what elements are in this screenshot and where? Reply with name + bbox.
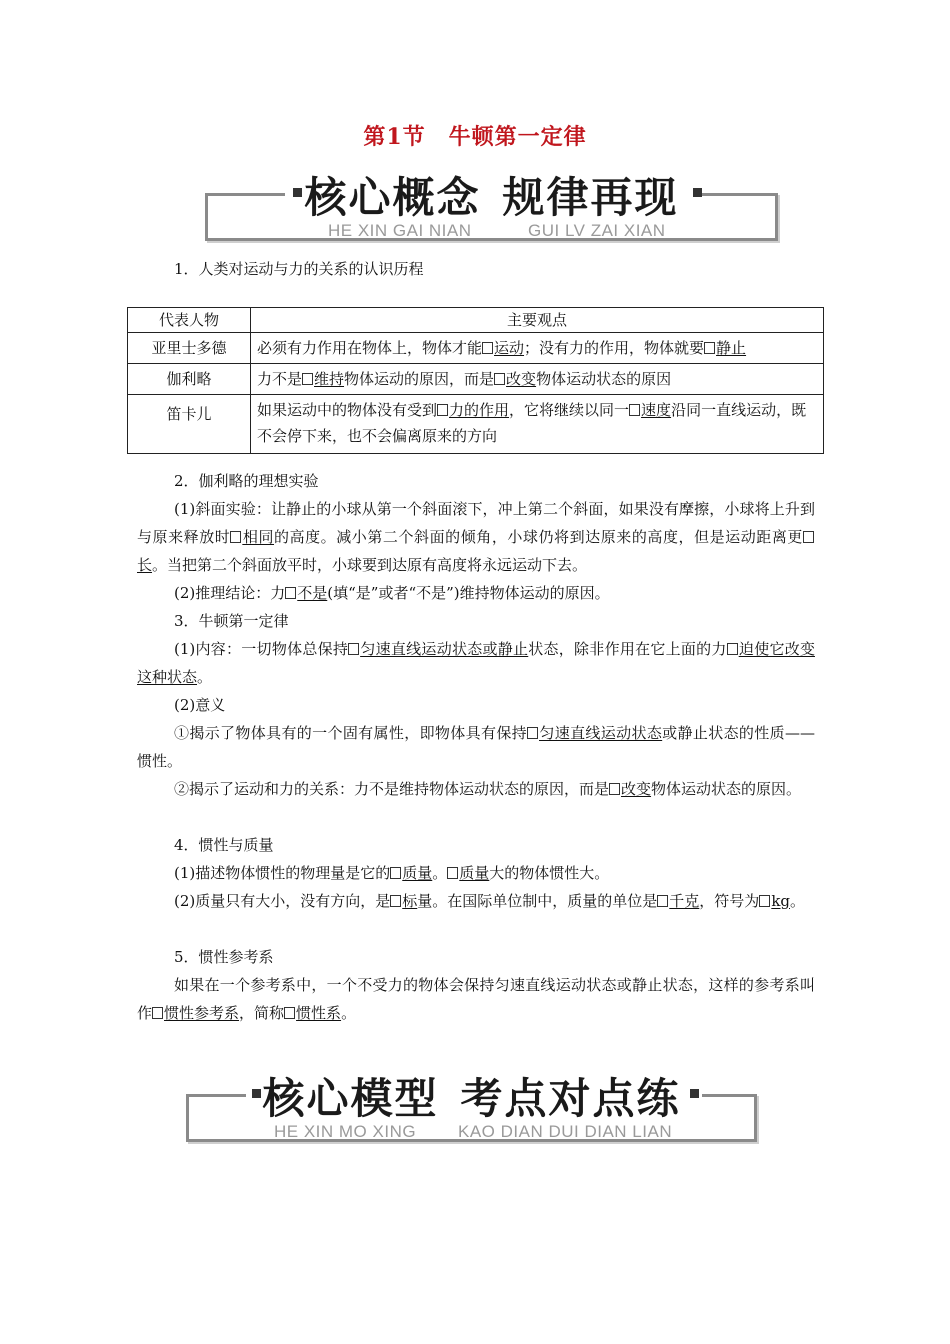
banner-pinyin-a: HE XIN GAI NIAN [328, 221, 472, 240]
section-2-paragraph-1 [137, 495, 815, 579]
banner-pinyin-a: HE XIN MO XING [274, 1122, 417, 1141]
page-title: 第1节 牛顿第一定律 [363, 124, 587, 150]
table-cell-view [251, 333, 824, 364]
text: 物体运动的原因，而是 [344, 370, 495, 388]
table-cell-view [251, 364, 824, 395]
table-row [128, 333, 824, 364]
text: 大的物体惯性大。 [489, 864, 610, 882]
blank-box [494, 373, 505, 385]
answer: 静止 [716, 339, 747, 357]
blank-box [759, 895, 770, 907]
answer: 力的作用 [449, 401, 510, 419]
blank-box [657, 895, 668, 907]
text: 物体运动状态的原因。 [651, 780, 802, 798]
section-3-paragraph-3 [137, 719, 815, 775]
table-cell-person: 笛卡儿 [128, 395, 251, 454]
blank-box [482, 342, 493, 354]
banner-core-models [186, 1066, 757, 1142]
table-row [128, 364, 824, 395]
blank-box [727, 643, 738, 655]
table-cell-person: 伽利略 [128, 364, 251, 395]
answer: 惯性参考系 [164, 1004, 240, 1022]
answer: 标 [402, 892, 418, 910]
answer: 迫使它改变这种状态 [137, 640, 815, 686]
blank-box [348, 643, 359, 655]
section-3-paragraph-1 [137, 635, 815, 691]
text: (2)质量只有大小，没有方向，是 [174, 892, 391, 910]
section-4-paragraph-2 [137, 887, 815, 915]
section-3-heading: 3．牛顿第一定律 [174, 612, 289, 630]
blank-box [629, 404, 640, 416]
blank-box [285, 587, 296, 599]
answer: kg [771, 892, 791, 910]
history-table [127, 307, 824, 454]
text: (1)描述物体惯性的物理量是它的 [174, 864, 391, 882]
section-3-paragraph-4 [137, 775, 815, 803]
answer: 改变 [506, 370, 537, 388]
blank-box [390, 895, 401, 907]
table-cell-person: 亚里士多德 [128, 333, 251, 364]
answer: 千克 [669, 892, 700, 910]
answer: 匀速直线运动状态 [539, 724, 663, 742]
text: ，它将继续以同一 [509, 401, 630, 419]
text: ①揭示了物体具有的一个固有属性，即物体具有保持 [174, 724, 528, 742]
section-4-heading: 4．惯性与质量 [174, 836, 274, 854]
answer: 维持 [314, 370, 345, 388]
blank-box [609, 783, 620, 795]
text: 沿同一直线运动，既不会停下来，也不会偏离原来的方向 [257, 401, 807, 445]
text: 物体运动状态的原因 [536, 370, 672, 388]
blank-box [302, 373, 313, 385]
banner-heading [205, 165, 778, 225]
table-header-view: 主要观点 [251, 308, 824, 333]
text: (1)内容：一切物体总保持 [174, 640, 349, 658]
section-4-paragraph-1 [137, 859, 815, 887]
text: 。 [341, 1004, 357, 1022]
text: 。 [432, 864, 448, 882]
answer: 质量 [459, 864, 490, 882]
text: 量。在国际单位制中，质量的单位是 [417, 892, 658, 910]
table-header-row [128, 308, 824, 333]
section-1-heading: 1．人类对运动与力的关系的认识历程 [174, 260, 424, 278]
answer: 不是 [297, 584, 328, 602]
section-3-subheading: (2)意义 [174, 696, 226, 714]
blank-box [803, 531, 814, 543]
text: 或静止状态的性质——惯性。 [137, 724, 815, 770]
text: ；没有力的作用，物体就要 [524, 339, 705, 357]
answer: 改变 [621, 780, 652, 798]
table-row [128, 395, 824, 454]
blank-box [152, 1007, 163, 1019]
table-cell-view [251, 395, 824, 454]
text: 。 [197, 668, 213, 686]
text: (填“是”或者“不是”)维持物体运动的原因。 [327, 584, 610, 602]
blank-box [437, 404, 448, 416]
banner-heading-a: 核心概念 [304, 173, 481, 222]
text: 如果运动中的物体没有受到 [257, 401, 438, 419]
banner-pinyin-b: GUI LV ZAI XIAN [528, 221, 666, 240]
table-header-person: 代表人物 [128, 308, 251, 333]
text: ，简称 [239, 1004, 285, 1022]
blank-box [447, 867, 458, 879]
text: 力不是 [257, 370, 303, 388]
blank-box [704, 342, 715, 354]
answer: 质量 [402, 864, 433, 882]
banner-heading-b: 规律再现 [502, 173, 679, 222]
text: (1)斜面实验：让静止的小球从第一个斜面滚下，冲上第二个斜面，如果没有摩擦，小球将上升到与原来释放时 [137, 500, 815, 546]
answer: 相同 [242, 528, 275, 546]
answer: 匀速直线运动状态或静止 [360, 640, 529, 658]
banner-pinyin-b: KAO DIAN DUI DIAN LIAN [458, 1122, 673, 1141]
text: 的高度。减小第二个斜面的倾角，小球仍将到达原来的高度，但是运动距离更 [274, 528, 803, 546]
blank-box [527, 727, 538, 739]
blank-box [230, 531, 241, 543]
text: ②揭示了运动和力的关系：力不是维持物体运动状态的原因，而是 [174, 780, 610, 798]
answer: 惯性系 [296, 1004, 342, 1022]
banner-core-concepts [205, 165, 778, 241]
text: (2)推理结论：力 [174, 584, 286, 602]
answer: 速度 [641, 401, 672, 419]
blank-box [390, 867, 401, 879]
section-5-paragraph-1 [137, 971, 815, 1027]
banner-heading-a: 核心模型 [262, 1074, 439, 1123]
text: 状态，除非作用在它上面的力 [528, 640, 727, 658]
text: 必须有力作用在物体上，物体才能 [257, 339, 483, 357]
text: 如果在一个参考系中，一个不受力的物体会保持匀速直线运动状态或静止状态，这样的参考系叫作 [137, 976, 815, 1022]
text: 。 [790, 892, 806, 910]
answer: 运动 [494, 339, 525, 357]
section-2-paragraph-2 [137, 579, 815, 607]
blank-box [284, 1007, 295, 1019]
banner-heading-b: 考点对点练 [460, 1074, 681, 1123]
section-5-heading: 5．惯性参考系 [174, 948, 274, 966]
answer: 长 [137, 556, 153, 574]
text: 。当把第二个斜面放平时，小球要到达原有高度将永远运动下去。 [152, 556, 588, 574]
banner-heading [186, 1066, 757, 1126]
section-2-heading: 2．伽利略的理想实验 [174, 472, 319, 490]
text: ，符号为 [699, 892, 760, 910]
